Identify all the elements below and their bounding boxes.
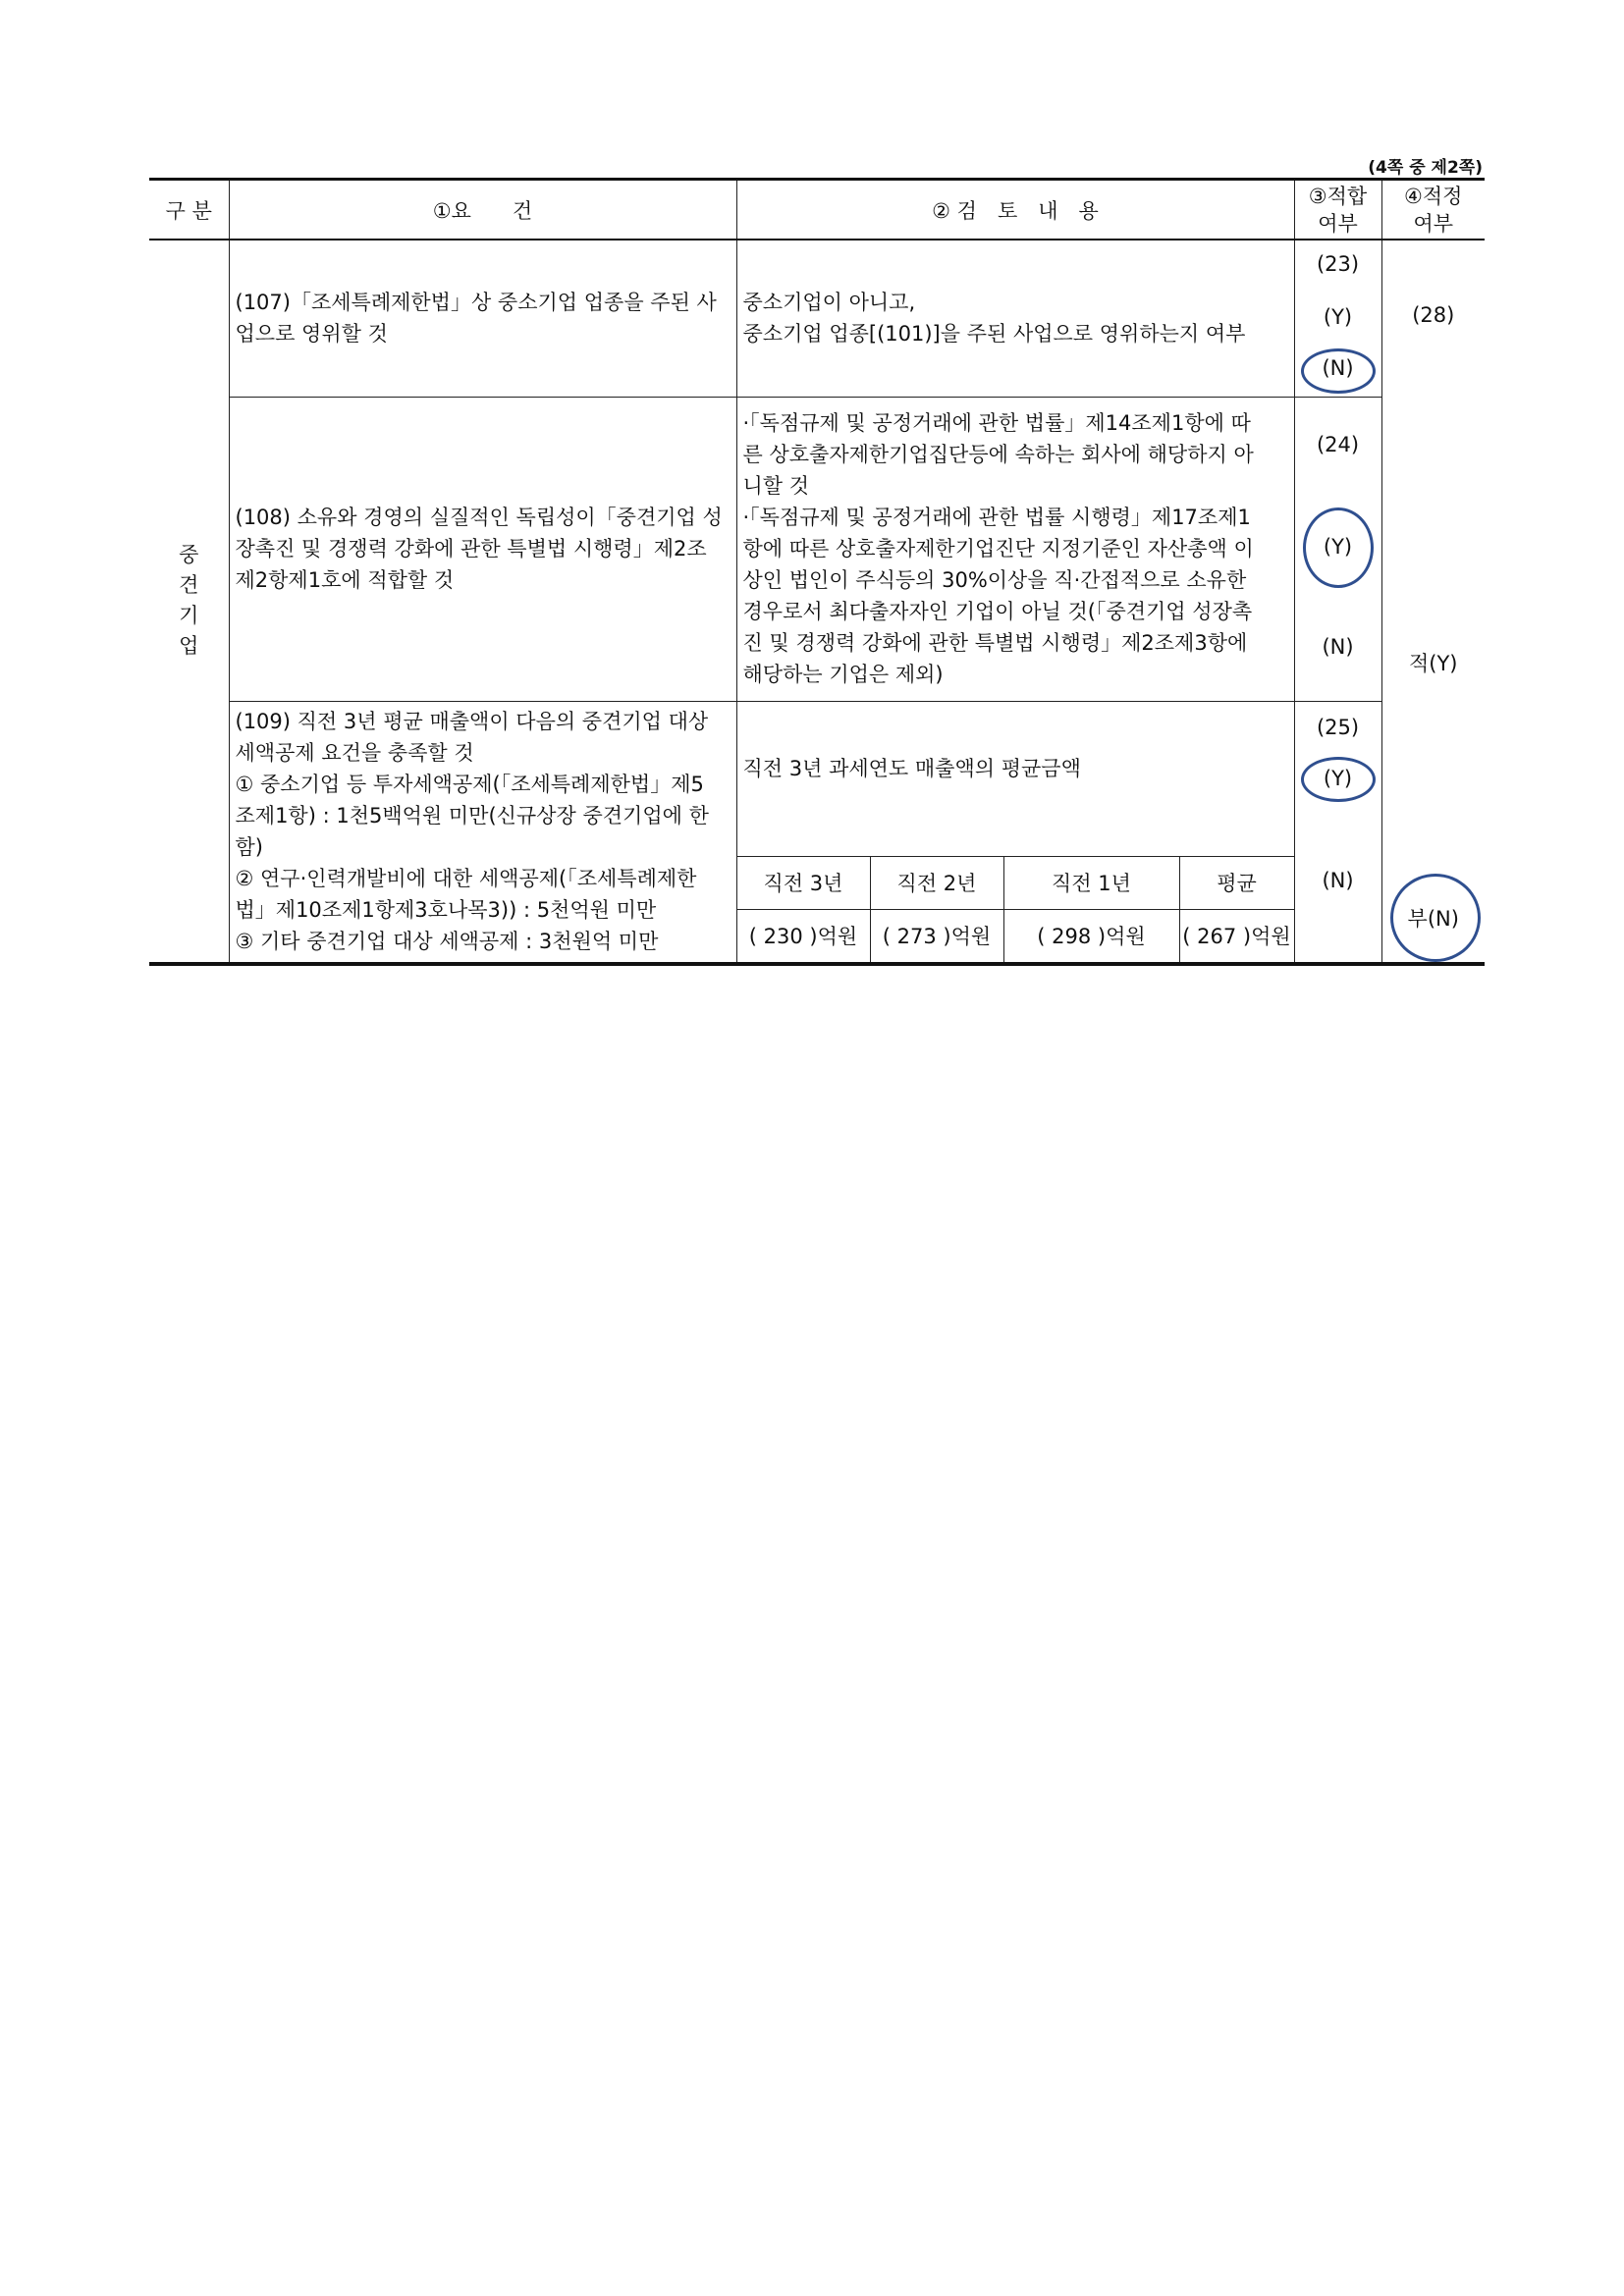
revenue-table bbox=[737, 857, 1294, 962]
fit-108-number: (24) bbox=[1316, 432, 1360, 456]
header-requirement: ①요 건 bbox=[229, 180, 736, 240]
header-fit-line2: 여부 bbox=[1318, 211, 1358, 236]
requirement-109-line2: 세액공제 요건을 충족할 것 bbox=[235, 741, 474, 765]
header-gubun: 구 분 bbox=[149, 180, 229, 240]
fit-108-no[interactable]: (N) bbox=[1322, 634, 1354, 659]
fit-107-no[interactable]: (N) bbox=[1322, 356, 1354, 380]
row-108 bbox=[149, 397, 1485, 701]
requirement-109 bbox=[229, 701, 736, 964]
fit-109-selection-circle bbox=[1301, 757, 1376, 802]
row-109 bbox=[149, 701, 1485, 964]
revenue-value-3y[interactable]: ( 230 )억원 bbox=[737, 909, 871, 962]
fit-109 bbox=[1294, 701, 1381, 964]
requirement-109-line5: 함) bbox=[235, 835, 263, 859]
page-indicator: (4쪽 중 제2쪽) bbox=[1368, 158, 1483, 178]
revenue-header-row bbox=[737, 857, 1294, 910]
fit-109-yes[interactable]: (Y) bbox=[1323, 766, 1353, 790]
requirement-108 bbox=[229, 397, 736, 701]
header-fit bbox=[1294, 180, 1381, 240]
review-107-line1: 중소기업이 아니고, bbox=[742, 291, 916, 315]
review-107-line2: 중소기업 업종[(101)]을 주된 사업으로 영위하는지 여부 bbox=[742, 322, 1246, 347]
requirement-107 bbox=[229, 240, 736, 397]
category-char-1: 중 bbox=[179, 543, 199, 567]
fit-107-selection-circle bbox=[1301, 348, 1376, 394]
header-fit-line1: ③적합 bbox=[1308, 184, 1368, 208]
review-108-line4: ·「독점규제 및 공정거래에 관한 법률 시행령」제17조제1 bbox=[742, 506, 1251, 529]
requirement-108-line1: (108) 소유와 경영의 실질적인 독립성이「중견기업 성 bbox=[235, 506, 723, 529]
category-char-4: 업 bbox=[179, 634, 199, 659]
requirement-109-line3: ① 중소기업 등 투자세액공제(「조세특례제한법」제5 bbox=[235, 773, 704, 796]
fit-107-yes[interactable]: (Y) bbox=[1323, 305, 1353, 329]
header-suitability bbox=[1381, 180, 1485, 240]
category-char-3: 기 bbox=[179, 604, 199, 628]
revenue-value-row bbox=[737, 909, 1294, 962]
review-108-line2: 른 상호출자제한기업집단등에 속하는 회사에 해당하지 아 bbox=[742, 443, 1254, 466]
fit-108-selection-circle bbox=[1303, 507, 1374, 588]
suitability-number: (28) bbox=[1412, 303, 1455, 327]
fit-109-number: (25) bbox=[1316, 715, 1360, 739]
revenue-value-1y[interactable]: ( 298 )억원 bbox=[1003, 909, 1179, 962]
fit-108 bbox=[1294, 397, 1381, 701]
category-char-2: 견 bbox=[179, 573, 199, 598]
fit-109-no[interactable]: (N) bbox=[1322, 868, 1354, 892]
review-108-line7: 경우로서 최다출자자인 기업이 아닐 것(「중견기업 성장촉 bbox=[742, 600, 1253, 623]
review-108 bbox=[736, 397, 1294, 701]
requirement-109-line6: ② 연구·인력개발비에 대한 세액공제(「조세특례제한 bbox=[235, 867, 697, 890]
suitability-cell bbox=[1381, 240, 1485, 964]
revenue-value-2y[interactable]: ( 273 )억원 bbox=[870, 909, 1003, 962]
review-107 bbox=[736, 240, 1294, 397]
review-108-line5: 항에 따른 상호출자제한기업진단 지정기준인 자산총액 이 bbox=[742, 537, 1254, 561]
fit-107 bbox=[1294, 240, 1381, 397]
row-107 bbox=[149, 240, 1485, 397]
requirement-107-line1: (107)「조세특례제한법」상 중소기업 업종을 주된 사 bbox=[235, 291, 717, 315]
review-108-line3: 니할 것 bbox=[742, 474, 810, 498]
review-form-table bbox=[149, 178, 1485, 966]
requirement-108-line3: 제2항제1호에 적합할 것 bbox=[235, 568, 455, 592]
review-108-line6: 상인 법인이 주식등의 30%이상을 직·간접적으로 소유한 bbox=[742, 568, 1247, 592]
review-108-line9: 해당하는 기업은 제외) bbox=[742, 663, 944, 686]
requirement-109-line4: 조제1항) : 1천5백억원 미만(신규상장 중견기업에 한 bbox=[235, 804, 709, 828]
category-cell bbox=[149, 240, 229, 964]
suitability-selection-circle bbox=[1390, 874, 1481, 962]
header-review: ② 검 토 내 용 bbox=[736, 180, 1294, 240]
requirement-107-line2: 업으로 영위할 것 bbox=[235, 322, 388, 347]
revenue-value-avg[interactable]: ( 267 )억원 bbox=[1179, 909, 1294, 962]
review-109-text: 직전 3년 과세연도 매출액의 평균금액 bbox=[737, 702, 1294, 857]
requirement-108-line2: 장촉진 및 경쟁력 강화에 관한 특별법 시행령」제2조 bbox=[235, 537, 707, 561]
fit-107-number: (23) bbox=[1316, 252, 1360, 276]
fit-108-yes[interactable]: (Y) bbox=[1323, 534, 1353, 559]
review-108-line1: ·「독점규제 및 공정거래에 관한 법률」제14조제1항에 따 bbox=[742, 411, 1251, 435]
revenue-col-3y: 직전 3년 bbox=[737, 857, 871, 910]
suitability-no[interactable]: 부(N) bbox=[1407, 907, 1459, 931]
review-108-line8: 진 및 경쟁력 강화에 관한 특별법 시행령」제2조제3항에 bbox=[742, 631, 1248, 655]
table-header-row bbox=[149, 180, 1485, 240]
header-suit-line1: ④적정 bbox=[1404, 184, 1463, 208]
suitability-yes[interactable]: 적(Y) bbox=[1409, 652, 1458, 675]
review-109 bbox=[736, 701, 1294, 964]
revenue-col-1y: 직전 1년 bbox=[1003, 857, 1179, 910]
requirement-109-line1: (109) 직전 3년 평균 매출액이 다음의 중견기업 대상 bbox=[235, 710, 709, 733]
revenue-col-2y: 직전 2년 bbox=[870, 857, 1003, 910]
requirement-109-line7: 법」제10조제1항제3호나목3)) : 5천억원 미만 bbox=[235, 898, 657, 922]
revenue-col-avg: 평균 bbox=[1179, 857, 1294, 910]
header-suit-line2: 여부 bbox=[1413, 211, 1454, 236]
requirement-109-line8: ③ 기타 중견기업 대상 세액공제 : 3천원억 미만 bbox=[235, 930, 659, 953]
